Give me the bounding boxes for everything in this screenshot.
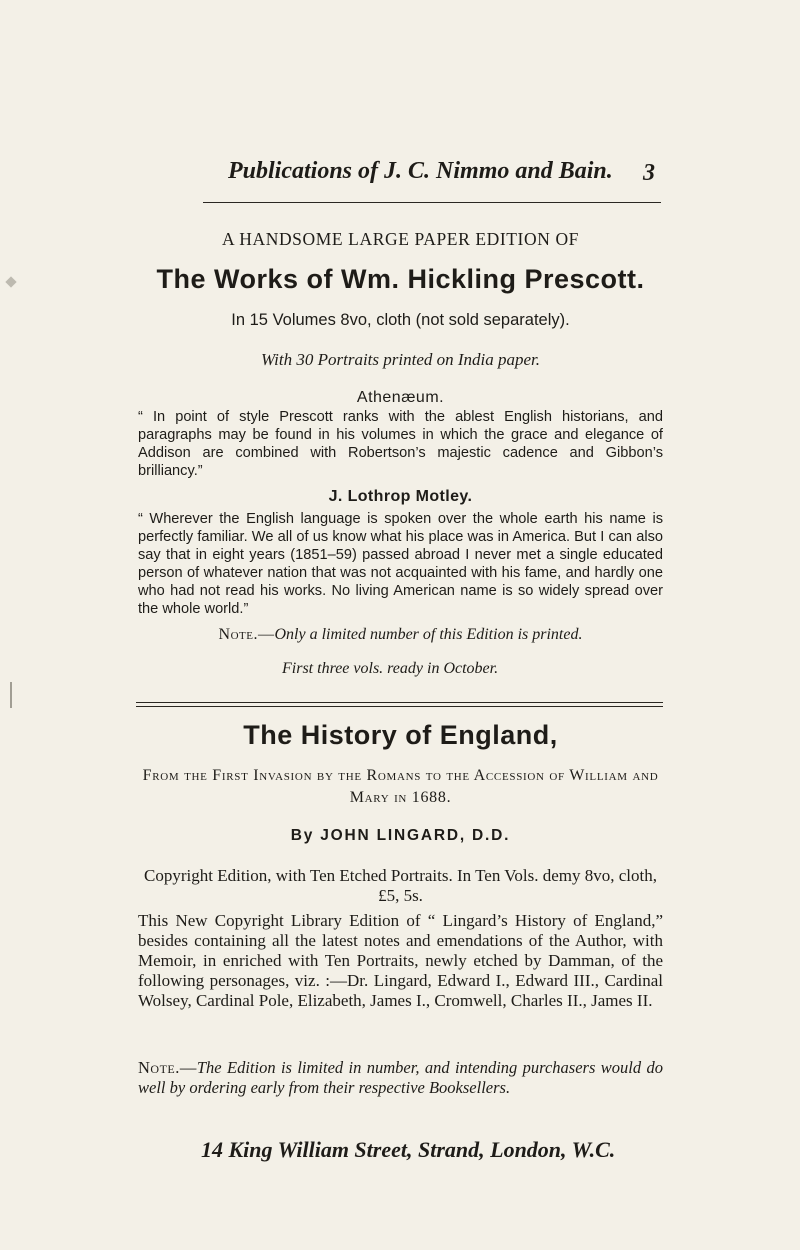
note-text: Only a limited number of this Edition is printed. xyxy=(274,626,583,643)
prescott-volumes: In 15 Volumes 8vo, cloth (not sold separately). xyxy=(231,311,570,329)
section-divider xyxy=(136,702,663,707)
lingard-subtitle: From the First Invasion by the Romans to the Accession of William and Mary in 1688. xyxy=(142,767,659,806)
page-edge-mark xyxy=(10,682,12,708)
prescott-intro: A HANDSOME LARGE PAPER EDITION OF xyxy=(221,229,580,249)
page-number: 3 xyxy=(643,160,655,186)
review-quote-motley: “ Wherever the English language is spoken over the whole earth his name is perfectly familiar. We all of us know what his place was in America. But I can also say that in eight years (1851–59) passed abroad I never met a single educated person of whatever nation that was not acquainted with his fame, and hardly one who had not read his works. No living American name is so widely spread over the whole world.” xyxy=(138,511,663,617)
publisher-address: 14 King William Street, Strand, London, W.C. xyxy=(201,1137,616,1162)
note-label: Note.— xyxy=(138,1058,197,1077)
lingard-edition-price: Copyright Edition, with Ten Etched Portraits. In Ten Vols. demy 8vo, cloth, £5, 5s. xyxy=(144,866,657,905)
prescott-portraits: With 30 Portraits printed on India paper. xyxy=(260,350,541,369)
lingard-title: The History of England, xyxy=(243,720,558,750)
note-label: Note.— xyxy=(218,626,275,643)
prescott-ready-date: First three vols. ready in October. xyxy=(282,660,499,677)
prescott-title: The Works of Wm. Hickling Prescott. xyxy=(156,264,645,294)
review-quote-athenaeum: “ In point of style Prescott ranks with the ablest English historians, and paragraphs may be found in his volumes in which the grace and elegance of Addison are combined with Robertson’s majestic cadence and Gibbon’s brilliancy.” xyxy=(138,409,663,479)
review-source-motley: J. Lothrop Motley. xyxy=(328,488,473,505)
page-blemish xyxy=(5,276,16,287)
running-head: Publications of J. C. Nimmo and Bain. xyxy=(228,158,613,184)
lingard-author: By JOHN LINGARD, D.D. xyxy=(290,827,511,844)
header-rule xyxy=(203,202,661,203)
review-source-athenaeum: Athenæum. xyxy=(356,389,445,406)
note-text: The Edition is limited in number, and intending purchasers would do well by ordering early from their respective Booksellers. xyxy=(138,1058,663,1097)
lingard-description: This New Copyright Library Edition of “ Lingard’s History of England,” besides containing all the latest notes and emendations of the Author, with Memoir, in enriched with Ten Portraits, newly etched by Damman, of the following personages, viz. :—Dr. Lingard, Edward I., Edward III., Cardinal Wolsey, Cardinal Pole, Elizabeth, James I., Cromwell, Charles II., James II. xyxy=(138,911,663,1010)
lingard-note xyxy=(138,1058,663,1097)
prescott-note xyxy=(138,626,663,644)
